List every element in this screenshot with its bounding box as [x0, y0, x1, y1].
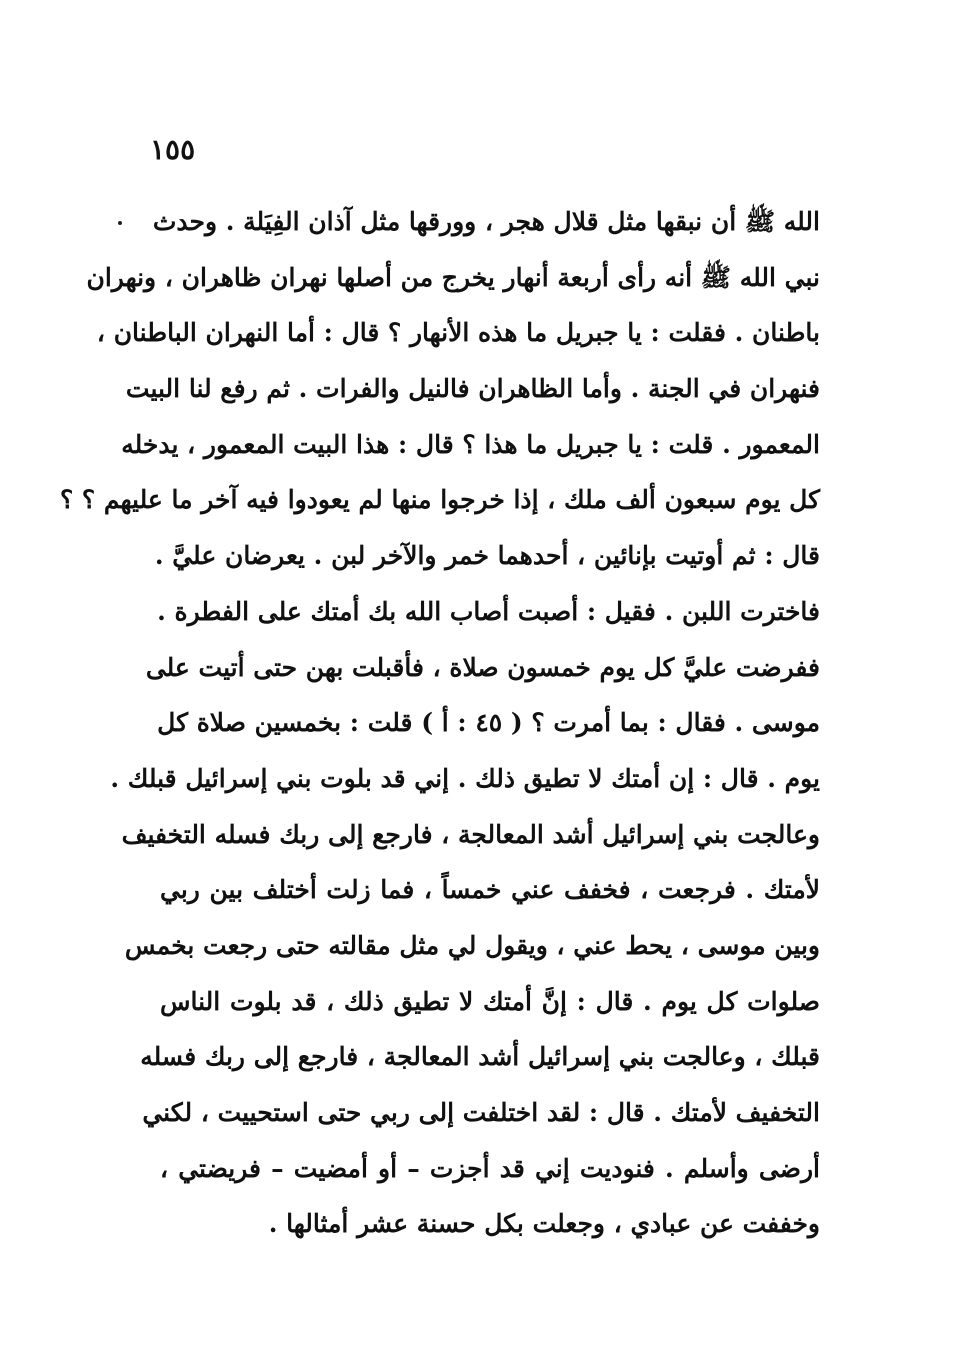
text-line: أرضى وأسلم . فنوديت إني قد أجزت – أو أمضيت – فريضتي ، — [160, 1153, 820, 1183]
text-line: وخففت عن عبادي ، وجعلت بكل حسنة عشر أمثالها . — [268, 1209, 820, 1239]
page-number: ١٥٥ — [150, 133, 196, 166]
text-line: المعمور . قلت : يا جبريل ما هذا ؟ قال : هذا البيت المعمور ، يدخله — [121, 429, 820, 459]
text-line: كل يوم سبعون ألف ملك ، إذا خرجوا منها لم يعودوا فيه آخر ما عليهم ؟ ؟ — [59, 485, 820, 515]
body-text — [59, 194, 820, 1252]
text-line: ففرضت عليَّ كل يوم خمسون صلاة ، فأقبلت بهن حتى أتيت على — [145, 652, 820, 682]
text-line: وعالجت بني إسرائيل أشد المعالجة ، فارجع إلى ربك فسله التخفيف — [121, 819, 820, 849]
text-line: نبي الله ﷺ أنه رأى أربعة أنهار يخرج من أصلها نهران ظاهران ، ونهران — [86, 262, 820, 292]
text-line: صلوات كل يوم . قال : إنَّ أمتك لا تطيق ذلك ، قد بلوت الناس — [160, 986, 820, 1016]
margin-dot — [118, 221, 122, 225]
text-line: قبلك ، وعالجت بني إسرائيل أشد المعالجة ، فارجع إلى ربك فسله — [140, 1042, 820, 1072]
text-line: التخفيف لأمتك . قال : لقد اختلفت إلى ربي حتى استحييت ، لكني — [142, 1098, 820, 1127]
text-line: باطنان . فقلت : يا جبريل ما هذه الأنهار ؟ قال : أما النهران الباطنان ، — [96, 318, 820, 348]
text-line: يوم . قال : إن أمتك لا تطيق ذلك . إني قد بلوت بني إسرائيل قبلك . — [110, 763, 820, 793]
text-line: وبين موسى ، يحط عني ، ويقول لي مثل مقالته حتى رجعت بخمس — [124, 930, 820, 960]
text-line: قال : ثم أوتيت بإنائين ، أحدهما خمر والآخر لبن . يعرضان عليَّ . — [154, 541, 820, 571]
text-line: فاخترت اللبن . فقيل : أصبت أصاب الله بك أمتك على الفطرة . — [157, 596, 820, 626]
text-line: فنهران في الجنة . وأما الظاهران فالنيل والفرات . ثم رفع لنا البيت — [125, 374, 820, 404]
text-line: الله ﷺ أن نبقها مثل قلال هجر ، وورقها مثل آذان الفِيَلة . وحدث — [152, 207, 820, 236]
text-line: موسى . فقال : بما أمرت ؟ ( ٤٥ : أ ) قلت : بخمسين صلاة كل — [157, 708, 820, 738]
text-line: لأمتك . فرجعت ، فخفف عني خمساً ، فما زلت أختلف بين ربي — [160, 875, 820, 905]
